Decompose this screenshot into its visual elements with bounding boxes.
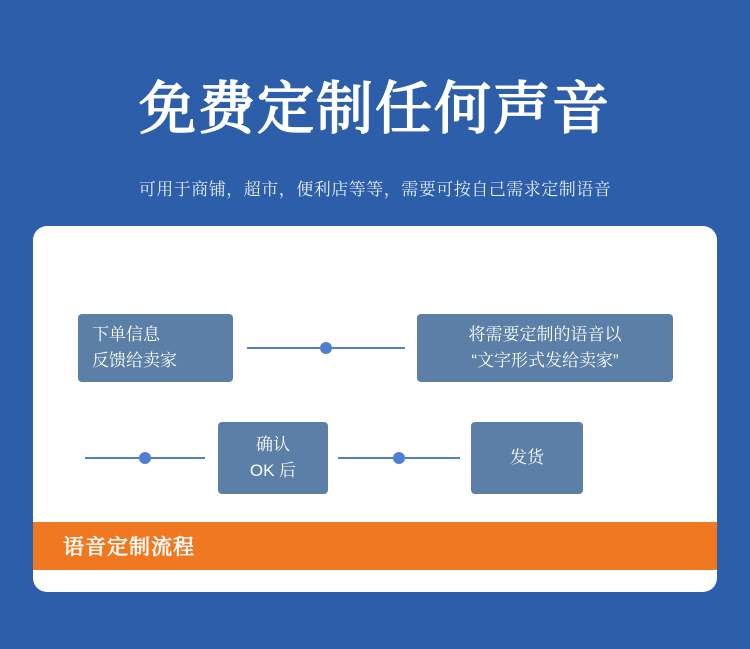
flow-connector-2 — [85, 451, 205, 465]
flow-step-confirm — [218, 422, 328, 494]
connector-dot-icon — [393, 452, 405, 464]
footer-label: 语音定制流程 — [63, 536, 195, 559]
flow-diagram — [33, 226, 717, 526]
flow-connector-1 — [247, 341, 405, 355]
connector-line — [247, 347, 320, 349]
flow-step-order-info-line1: 下单信息 — [92, 324, 160, 344]
flow-step-send-text-line2: “文字形式发给卖家” — [471, 351, 619, 370]
page-subtitle: 可用于商铺，超市，便利店等等，需要可按自己需求定制语音 — [138, 180, 612, 199]
flow-step-send-text-line1: 将需要定制的语音以 — [468, 324, 622, 344]
footer-bar — [33, 522, 717, 570]
connector-line — [151, 457, 205, 459]
flow-connector-3 — [338, 451, 460, 465]
connector-line — [405, 457, 460, 459]
flow-step-order-info-line2: 反馈给卖家 — [92, 351, 177, 370]
page-title: 免费定制任何声音 — [139, 77, 611, 141]
connector-line — [85, 457, 139, 459]
flow-step-confirm-line2: OK 后 — [249, 461, 297, 480]
flow-step-ship — [471, 422, 583, 494]
connector-line — [338, 457, 393, 459]
connector-dot-icon — [320, 342, 332, 354]
flow-step-order-info — [78, 314, 233, 382]
connector-dot-icon — [139, 452, 151, 464]
flow-card — [33, 226, 717, 592]
flow-step-ship-label: 发货 — [510, 447, 544, 467]
connector-line — [332, 347, 405, 349]
flow-step-confirm-line1: 确认 — [255, 434, 290, 454]
flow-step-send-text — [417, 314, 673, 382]
